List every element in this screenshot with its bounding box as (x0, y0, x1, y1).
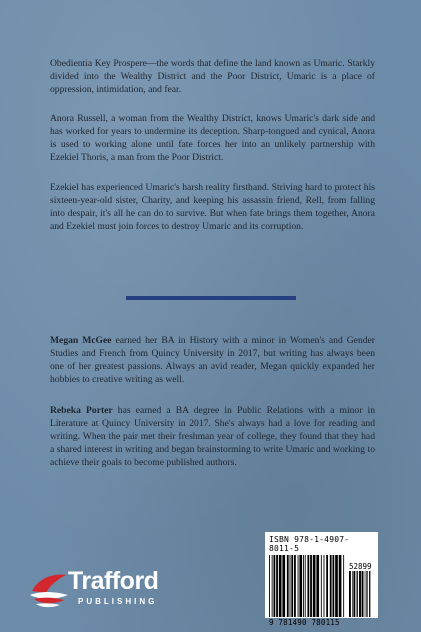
author-bio-2 (50, 404, 375, 469)
barcode-bar (282, 555, 285, 617)
section-divider (126, 296, 296, 300)
barcode-bar (365, 571, 366, 617)
ship-icon (28, 569, 70, 609)
barcode-bars (269, 555, 345, 617)
barcode-bar (273, 555, 275, 617)
blurb-paragraph-3: Ezekiel has experienced Umaric's harsh reality firsthand. Striving hard to protect his sixteen-year-old sister, Charity, and keeping his assassin friend, Rell, from falling into despair, it's all he can do to survive. But when fate brings them together, Anora and Ezekiel must join forces to destroy Umaric and its corruption. (50, 182, 375, 232)
barcode-bar (362, 571, 364, 617)
barcode-bar (294, 555, 296, 617)
barcode-bar (354, 571, 356, 617)
barcode-bar (369, 571, 370, 617)
publisher-subtitle: PUBLISHING (78, 597, 158, 606)
barcode-bar (310, 555, 312, 617)
barcode-bar (335, 555, 338, 617)
author-bio-1 (50, 334, 375, 386)
barcode-bar (290, 555, 291, 617)
barcode-bar (330, 555, 332, 617)
barcode-bar (272, 555, 273, 617)
barcode-bar (339, 555, 342, 617)
barcode-bar (305, 555, 306, 617)
barcode-bar (269, 555, 270, 617)
barcode-bar (291, 555, 293, 617)
author-name-1: Megan McGee (50, 335, 112, 346)
barcode-addon-number: 52899 (349, 562, 372, 571)
barcode-bar (324, 555, 325, 617)
barcode-bar (287, 555, 289, 617)
barcode-bar (357, 571, 358, 617)
barcode-bar (326, 555, 328, 617)
barcode-bar (279, 555, 282, 617)
barcode-bar (307, 555, 309, 617)
barcode-bar (368, 571, 369, 617)
barcode-bar (298, 555, 299, 617)
barcode-bar (276, 555, 278, 617)
barcode-bar (352, 571, 353, 617)
author-name-2: Rebeka Porter (50, 405, 113, 416)
blurb-paragraph-1: Obedientia Key Prospere—the words that define the land known as Umaric. Starkly divided into the Wealthy District and the Poor District, Umaric is a place of oppression, intimidation, and fear. (50, 58, 375, 95)
isbn-barcode (265, 532, 378, 627)
barcode-bar (299, 555, 302, 617)
barcode-bar (303, 555, 304, 617)
barcode-bar (349, 571, 351, 617)
publisher-logo (28, 563, 193, 613)
barcode-bar (321, 555, 322, 617)
barcode-bar (313, 555, 316, 617)
author-bio-text-1: earned her BA in History with a minor in Women's and Gender Studies and French from Quincy University in 2017, but writing has always been one of her greatest passions. Always an avid reader, Megan quickly expanded her hobbies to creative writing as well. (50, 335, 375, 385)
isbn-label: ISBN 978-1-4907-8011-5 (269, 535, 350, 553)
barcode-number: 9 781490 780115 (269, 618, 340, 627)
barcode-bar (343, 555, 344, 617)
barcode-bar (316, 555, 319, 617)
barcode-bar (332, 555, 334, 617)
blurb-paragraph-2: Anora Russell, a woman from the Wealthy District, knows Umaric's dark side and has worked for years to undermine its deception. Sharp-tongued and cynical, Anora is used to working alone until fate forces her into an unlikely partnership with Ezekiel Thoris, a man from the Poor District. (50, 113, 375, 163)
barcode-bar (366, 571, 367, 617)
barcode-bar (359, 571, 361, 617)
barcode-addon-bars (349, 571, 371, 617)
publisher-name: Trafford (68, 567, 159, 595)
author-bio-text-2: has earned a BA degree in Public Relations with a minor in Literature at Quincy University in 2017. She's always had a love for reading and writing. When the pair met their freshman year of college, they found that they had a shared interest in writing and began brainstorming to write Umaric and working to achieve their goals to become published authors. (50, 405, 375, 468)
